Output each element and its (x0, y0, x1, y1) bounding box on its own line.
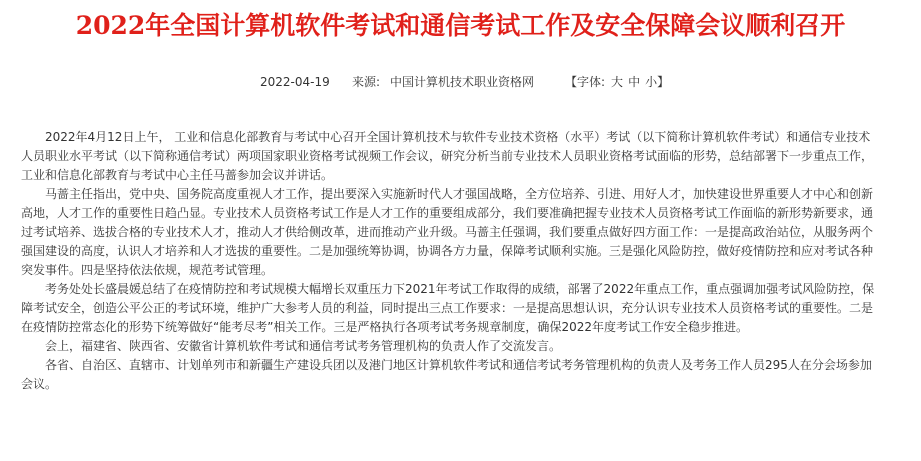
font-size-close: 】 (657, 75, 670, 89)
font-medium-link[interactable]: 中 (628, 75, 641, 89)
article-paragraph: 马蔷主任指出，党中央、国务院高度重视人才工作，提出要深入实施新时代人才强国战略，全方位培养、引进、用好人才，加快建设世界重要人才中心和创新高地，人才工作的重要性日趋凸显。专业技术人员资格考试工作是人才工作的重要组成部分，我们要准确把握专业技术人员资格考试工作面临的新形势新要求，通过考试培养、选拔合格的专业技术人才，推动人才供给侧改革，进而推动产业升级。马蔷主任强调，我们要重点做好四方面工作：一是提高政治站位，从服务两个强国建设的高度，认识人才培养和人才选拔的重要性。二是加强统筹协调，协调各方力量，保障考试顺利实施。三是强化风险防控，做好疫情防控和应对考试各种突发事件。四是坚持依法依规，规范考试管理。 (21, 187, 874, 277)
source-label: 来源: (352, 75, 381, 89)
article-paragraph: 会上，福建省、陕西省、安徽省计算机软件考试和通信考试考务管理机构的负责人作了交流发言。 (45, 339, 562, 353)
font-size-control (565, 72, 669, 92)
article-paragraph: 2022年4月12日上午， 工业和信息化部教育与考试中心召开全国计算机技术与软件专业技术资格（水平）考试（以下简称计算机软件考试）和通信专业技术人员职业水平考试（以下简称通信考试）两项国家职业资格考试视频工作会议，研究分析当前专业技术人员职业资格考试面临的形势，总结部署下一步重点工作，工业和信息化部教育与考试中心主任马蔷参加会议并讲话。 (21, 130, 874, 182)
font-size-label: 【字体: (565, 75, 606, 89)
font-small-link[interactable]: 小 (645, 75, 658, 89)
article-body (21, 128, 876, 394)
font-large-link[interactable]: 大 (611, 75, 624, 89)
publish-date: 2022-04-19 (260, 75, 330, 89)
source-name: 中国计算机技术职业资格网 (390, 75, 535, 89)
article-paragraph: 各省、自治区、直辖市、计划单列市和新疆生产建设兵团以及港门地区计算机软件考试和通信考试考务管理机构的负责人及考务工作人员295人在分会场参加会议。 (21, 358, 872, 391)
article-title: 2022年全国计算机软件考试和通信考试工作及安全保障会议顺利召开 (75, 11, 846, 40)
article-paragraph: 考务处处长盛晨媛总结了在疫情防控和考试规模大幅增长双重压力下2021年考试工作取得的成绩，部署了2022年重点工作，重点强调加强考试风险防控，保障考试安全，创造公平公正的考试环境，维护广大参考人员的利益，同时提出三点工作要求：一是提高思想认识，充分认识专业技术人员资格考试的重要性。二是在疫情防控常态化的形势下统筹做好“能考尽考”相关工作。三是严格执行各项考试考务规章制度，确保2022年度考试工作安全稳步推进。 (21, 282, 875, 334)
